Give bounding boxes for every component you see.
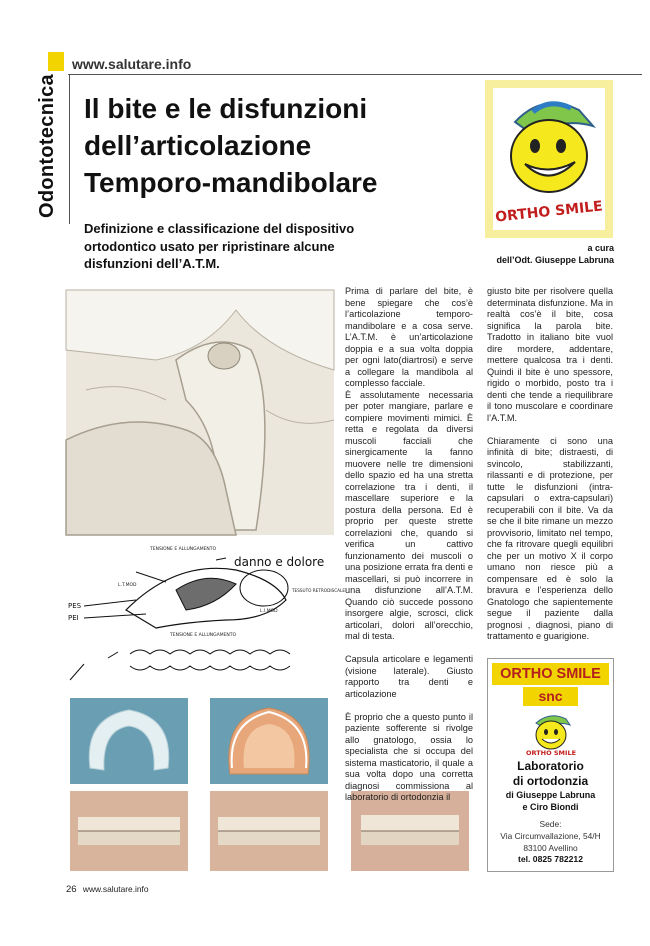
body-column-right xyxy=(487,286,613,654)
byline xyxy=(470,242,614,266)
site-url[interactable]: www.salutare.info xyxy=(72,56,192,72)
ad-owners xyxy=(488,789,613,813)
atm-diagram xyxy=(66,540,345,690)
logo-text: ORTHO SMILE xyxy=(494,198,604,226)
diagram-label: TENSIONE E ALLUNGAMENTO xyxy=(150,547,217,552)
diagram-label: PES xyxy=(68,602,82,610)
diagram-label: L.I.MOD xyxy=(260,609,278,614)
logo-box xyxy=(485,80,613,238)
subtitle-line: Definizione e classificazione del dispositivo xyxy=(84,221,355,236)
ad-owner-line: di Giuseppe Labruna xyxy=(505,790,596,800)
advertisement-box xyxy=(487,658,614,872)
ad-address-line: 83100 Avellino xyxy=(523,843,578,853)
paragraph: Capsula articolare e legamenti (visione laterale). Giusto rapporto tra denti e articolazione xyxy=(345,654,473,699)
ad-logo xyxy=(526,709,576,757)
ad-owner-line: e Ciro Biondi xyxy=(522,802,579,812)
ad-lab-title xyxy=(488,759,613,789)
section-label: Odontotecnica xyxy=(36,74,58,218)
ad-brand-suffix: snc xyxy=(523,687,578,706)
smiley-face-icon xyxy=(493,88,605,230)
diagram-label: TESSUTO RETRODISCALE xyxy=(292,588,345,593)
header-divider xyxy=(68,74,642,75)
title-line: Il bite e le disfunzioni xyxy=(84,93,368,124)
orthodontic-plate-photo xyxy=(210,698,328,784)
diagram-label: danno e dolore xyxy=(234,555,325,569)
paragraph: Chiaramente ci sono una infinità di bite; distraesti, di svincolo, stabilizzanti, rilassanti e di protezione, per tutte le disfunzioni (intra-capsulari o extra-capsulari) recuperabili con il bite. Va da se che il bite rimane un mezzo provvisorio, limitato nel tempo, che fa ritrovare quegli equilibri che per un motivo X il corpo umano non riesce più a compensare ed è solo la bravura e l’esperienza dello Gnatologo che sapientemente segue il paziente dalla prognosi , diagnosi, piano di trattamento e guarigione. xyxy=(487,435,613,641)
ad-lab-line: di ortodonzia xyxy=(512,774,589,788)
diagram-label: TENSIONE E ALLUNGAMENTO xyxy=(170,633,237,638)
title-line: dell’articolazione xyxy=(84,130,312,161)
ortho-smile-logo xyxy=(493,88,605,230)
paragraph: È proprio che a questo punto il paziente sofferente si rivolge allo gnatologo, ossia lo specialista che si occupa del sistema masticatorio, il quale a sua volta dopo una corretta diagnosi commissiona al laboratorio di ortodonzia il xyxy=(345,711,473,802)
ad-address-label: Sede: xyxy=(539,819,562,829)
ad-phone[interactable]: tel. 0825 782212 xyxy=(518,854,583,864)
ad-address-line: Via Circumvallazione, 54/H xyxy=(500,831,601,841)
vertical-divider xyxy=(69,74,70,224)
article-subtitle xyxy=(84,220,414,273)
ad-address xyxy=(488,818,613,854)
smiley-face-icon xyxy=(526,709,576,757)
teeth-model-photo xyxy=(210,791,328,871)
byline-line: a cura xyxy=(587,243,614,253)
ad-logo-text: ORTHO SMILE xyxy=(525,749,577,757)
teeth-model-photo xyxy=(70,791,188,871)
article-title xyxy=(84,90,484,201)
footer-site[interactable]: www.salutare.info xyxy=(82,884,149,894)
page-number: 26 xyxy=(66,884,77,895)
diagram-label: PEI xyxy=(68,614,79,622)
skull-jaw-photo xyxy=(66,290,334,535)
subtitle-line: ortodontico usato per ripristinare alcune xyxy=(84,238,335,254)
subtitle-line: disfunzioni dell’A.T.M. xyxy=(84,256,220,271)
clear-aligner-photo xyxy=(70,698,188,784)
diagram-label: L.T.MOD xyxy=(118,583,137,588)
ad-lab-line: Laboratorio xyxy=(517,759,584,773)
byline-line: dell’Odt. Giuseppe Labruna xyxy=(496,255,614,265)
body-column-middle xyxy=(345,286,473,815)
section-color-marker xyxy=(48,52,64,71)
page-footer xyxy=(66,884,149,895)
ad-brand-name: ORTHO SMILE xyxy=(492,663,609,685)
paragraph: Prima di parlare del bite, è bene spiegare che cos’è l’articolazione temporo-mandibolare e a cosa serve. L’A.T.M. è un’articolazione doppia e a sua volta doppia per ogni lato(diartrosi) e serve a collegare la mandibola al complesso facciale. È assolutamente necessaria per poter mangiare, parlare e compiere movimenti mimici. È retta e regolata da diversi muscoli facciali che sinergicamente la fanno muovere nelle tre dimensioni dello spazio ed ha una stretta correlazione tra i denti, il mascellare superiore e la postura della persona. Ed è proprio per queste strette correlazioni che, quando si verifica un cattivo funzionamento dei muscoli o una posizione errata fra denti e mascellari, si può incorrere in una disfunzione all’A.T.M. Quando ciò succede possono insorgere algie, scrosci, click articolari, dolori all’orecchio, mal di testa. xyxy=(345,286,473,641)
title-line: Temporo-mandibolare xyxy=(84,167,378,198)
paragraph: giusto bite per risolvere quella determinata disfunzione. Ma in realtà cos’è il bite, cosa significa la parola bite. Tradotto in italiano bite vuol dire mordere, addentare, mettere qualcosa tra i denti. Quindi il bite è uno spessore, rigido o morbido, posto tra i denti che tende a riequilibrare il tono muscolare e coordinare l’A.T.M. xyxy=(487,286,613,423)
